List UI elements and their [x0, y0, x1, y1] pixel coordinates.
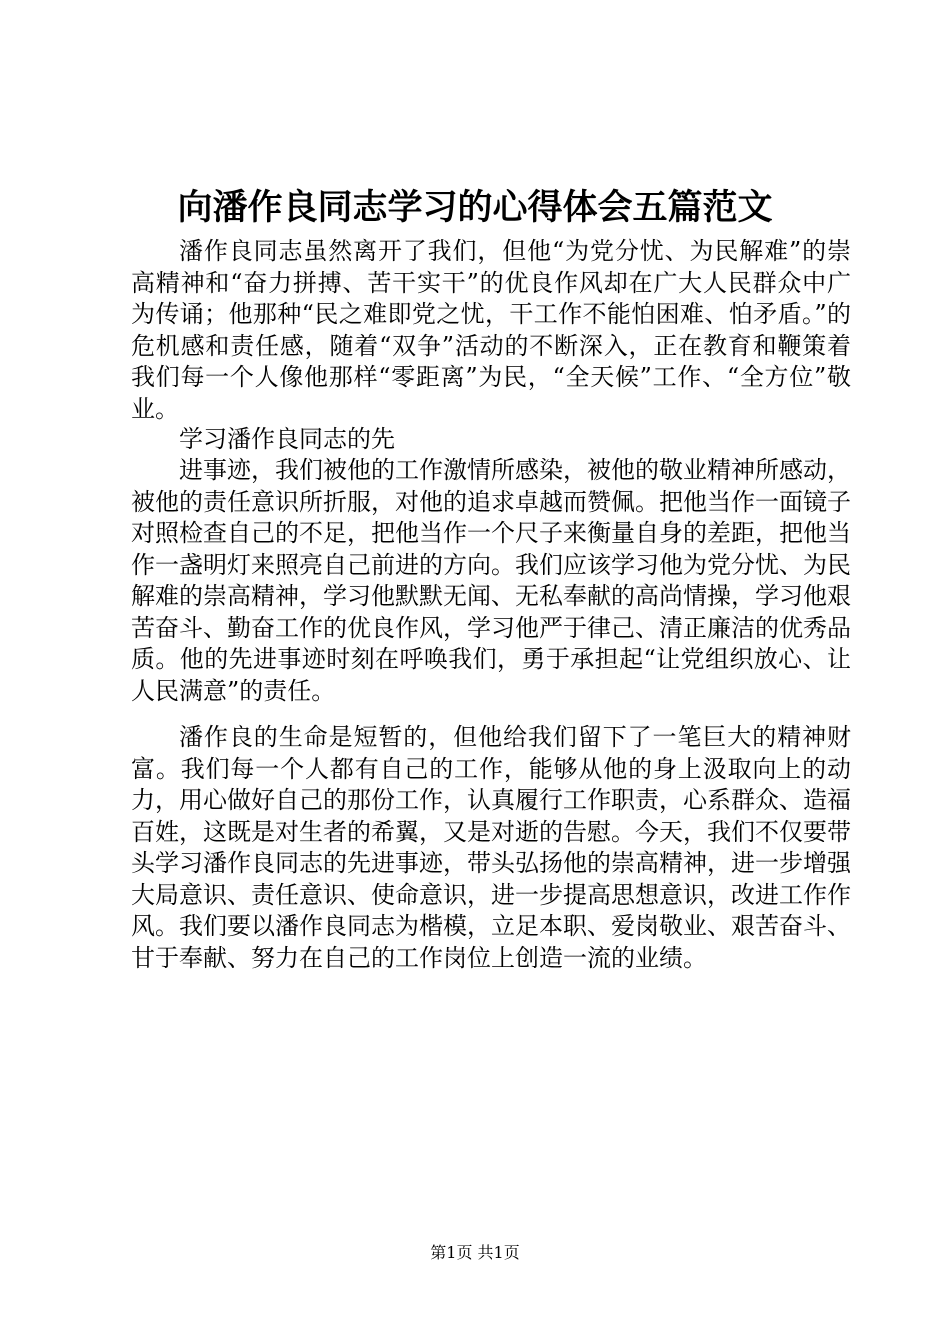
paragraph-1: 潘作良同志虽然离开了我们，但他“为党分忧、为民解难”的崇高精神和“奋力拼搏、苦干实干”的优良作风却在广大人民群众中广为传诵；他那种“民之难即党之忧，干工作不能怕困难、怕矛盾。”的危机感和责任感，随着“双争”活动的不断深入，正在教育和鞭策着我们每一个人像他那样“零距离”为民，“全天候”工作、“全方位”敬业。 [131, 237, 851, 423]
paragraph-4: 潘作良的生命是短暂的，但他给我们留下了一笔巨大的精神财富。我们每一个人都有自己的工作，能够从他的身上汲取向上的动力，用心做好自己的那份工作，认真履行工作职责，心系群众、造福百姓，这既是对生者的希翼，又是对逝的告慰。今天，我们不仅要带头学习潘作良同志的先进事迹，带头弘扬他的崇高精神，进一步增强大局意识、责任意识、使命意识，进一步提高思想意识，改进工作作风。我们要以潘作良同志为楷模，立足本职、爱岗敬业、艰苦奋斗、甘于奉献、努力在自己的工作岗位上创造一流的业绩。 [131, 723, 851, 972]
paragraph-2: 学习潘作良同志的先 [179, 425, 395, 453]
document-title: 向潘作良同志学习的心得体会五篇范文 [177, 187, 773, 228]
page-number-total: 共1页 [477, 1243, 520, 1262]
page-footer [0, 1241, 950, 1265]
paragraph-3: 进事迹，我们被他的工作激情所感染，被他的敬业精神所感动，被他的责任意识所折服，对他的追求卓越而赞佩。把他当作一面镜子对照检查自己的不足，把他当作一个尺子来衡量自身的差距，把他当作一盏明灯来照亮自己前进的方向。我们应该学习他为党分忧、为民解难的崇高精神，学习他默默无闻、无私奉献的高尚情操，学习他艰苦奋斗、勤奋工作的优良作风，学习他严于律己、清正廉洁的优秀品质。他的先进事迹时刻在呼唤我们，勇于承担起“让党组织放心、让人民满意”的责任。 [131, 456, 851, 705]
page-number-current: 第1页 [430, 1243, 473, 1262]
